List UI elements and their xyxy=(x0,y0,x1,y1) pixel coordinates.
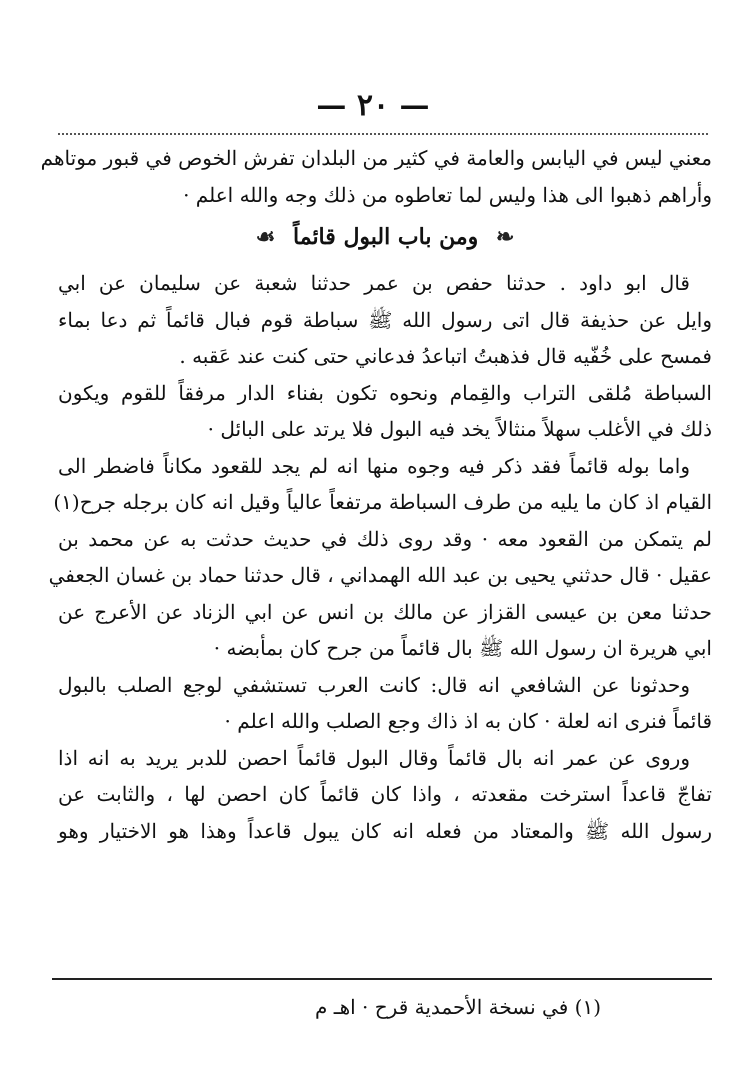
footnote: (١) في نسخة الأحمدية قرح · اهـ م xyxy=(314,995,601,1019)
ornament-right-icon: ❧ xyxy=(495,224,515,250)
text-line: ذلك في الأغلب سهلاً منثالاً يخد فيه البول فلا يرتد على البائل · xyxy=(207,417,712,441)
ornament-left-icon: ☙ xyxy=(255,224,276,250)
text-line: وروى عن عمر انه بال قائماً وقال البول قائماً احصن للدبر يريد به انه اذا xyxy=(58,745,690,770)
text-line: حدثنا معن بن عيسى القزاز عن مالك بن انس عن ابي الزناد عن الأعرج عن xyxy=(58,599,712,624)
text-line: فمسح على خُفّيه قال فذهبتُ اتباعدُ فدعاني حتى كنت عند عَقبه . xyxy=(179,344,712,368)
text-line: تفاجّ قاعداً استرخت مقعدته ، واذا كان قائماً كان احصن لها ، والثابت عن xyxy=(58,782,712,806)
text-line: وحدثونا عن الشافعي انه قال: كانت العرب تستشفي لوجع الصلب بالبول xyxy=(58,672,690,697)
body-text xyxy=(40,140,712,849)
page-number: — ٢٠ — xyxy=(316,88,430,123)
text-line: لم يتمكن من القعود معه · وقد روى ذلك في حديث حدثت به عن محمد بن xyxy=(58,526,712,551)
text-line: رسول الله ﷺ والمعتاد من فعله انه كان يبول قاعداً وهذا هو الاختيار وهو xyxy=(58,818,712,843)
text-line: قال ابو داود . حدثنا حفص بن عمر حدثنا شعبة عن سليمان عن ابي xyxy=(58,271,690,295)
text-line: ابي هريرة ان رسول الله ﷺ بال قائماً من جرح كان بمأبضه · xyxy=(213,636,712,660)
text-line: القيام اذ كان ما يليه من طرف السباطة مرتفعاً عالياً وقيل انه كان برجله جرح(١) xyxy=(53,490,712,514)
header-dotted-rule xyxy=(58,133,708,135)
text-line: وايل عن حذيفة قال اتى رسول الله ﷺ سباطة قوم فبال قائماً ثم دعا بماء xyxy=(58,307,712,332)
text-line: معني ليس في اليابس والعامة في كثير من البلدان تفرش الخوص في قبور موتاهم xyxy=(40,146,712,170)
footnote-rule xyxy=(52,978,712,980)
text-line: واما بوله قائماً فقد ذكر فيه وجوه منها انه لم يجد للقعود مكاناً فاضطر الى xyxy=(58,453,690,478)
chapter-heading xyxy=(58,217,712,257)
text-line: وأراهم ذهبوا الى هذا وليس لما تعاطوه من ذلك وجه والله اعلم · xyxy=(183,182,712,207)
text-line: عقيل · قال حدثني يحيى بن عبد الله الهمداني ، قال حدثنا حماد بن غسان الجعفي xyxy=(48,563,712,587)
text-line: قائماً فنرى انه لعلة · كان به اذ ذاك وجع الصلب والله اعلم · xyxy=(224,709,712,733)
text-line: السباطة مُلقى التراب والقِمام ونحوه تكون بفناء الدار مرفقاً للقوم ويكون xyxy=(58,380,712,405)
chapter-title: ومن باب البول قائماً xyxy=(293,224,479,250)
